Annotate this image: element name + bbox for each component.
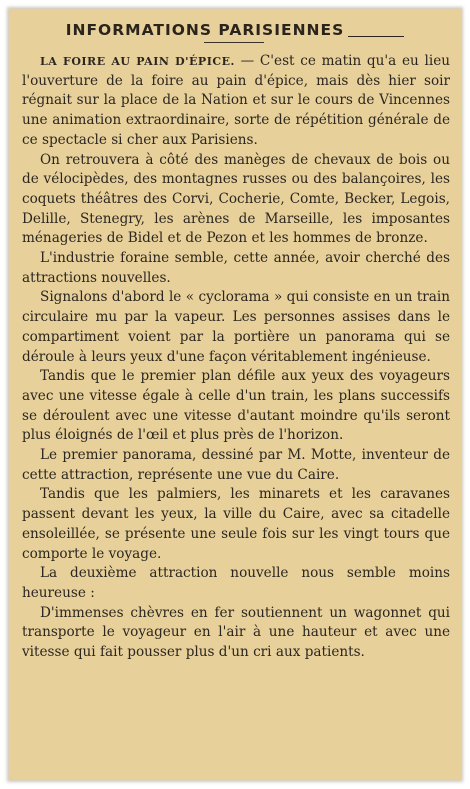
paragraph-7: Tandis que les palmiers, les minarets et les caravanes passent devant les yeux, la ville du Caire, avec sa citadelle ensoleillée, se présente une seule fois sur les vingt tours que comporte le voyage. [22,486,450,562]
paragraph-8: La deuxième attraction nouvelle nous semble moins heureuse : [22,565,450,601]
header-rule [348,36,404,37]
article-body [22,52,450,663]
newspaper-clipping [9,9,461,780]
paragraph-9: D'immenses chèvres en fer soutiennent un wagonnet qui transporte le voyageur en l'air à une hauteur et avec une vitesse qui fait pousser plus d'un cri aux patients. [22,604,450,661]
paragraph-5: Tandis que le premier plan défile aux yeux des voyageurs avec une vitesse égale à celle d'un train, les plans successifs se déroulent avec une vitesse d'autant moindre qu'ils seront plus éloignés de l'œil et plus près de l'horizon. [22,368,450,444]
paragraph-6: Le premier panorama, dessiné par M. Motte, inventeur de cette attraction, représente une vue du Caire. [22,447,450,483]
article-lead: LA FOIRE AU PAIN D'ÉPICE. [40,55,235,68]
section-header [9,21,461,39]
paragraph-4: Signalons d'abord le « cyclorama » qui consiste en un train circulaire mu par la vapeur. Les personnes assises dans le compartiment voient par la portière un panorama qui se déroule à leurs yeux d'une façon véritablement ingénieuse. [22,289,450,365]
paragraph-2: On retrouvera à côté des manèges de chevaux de bois ou de vélocipèdes, des montagnes russes ou des balançoires, les coquets théâtres des Corvi, Cocherie, Comte, Becker, Legois, Delille, Stenegry, les arènes de Marseille, les imposantes ménageries de Bidel et de Pezon et les hommes de bronze. [22,151,450,247]
paragraph-3: L'industrie foraine semble, cette année, avoir cherché des attractions nouvelles. [22,250,450,286]
section-title: INFORMATIONS PARISIENNES [65,21,345,39]
title-divider [204,42,264,43]
paragraph-1-text: — C'est ce matin qu'a eu lieu l'ouverture de la foire au pain d'épice, mais dès hier soir régnait sur la place de la Nation et sur le cours de Vincennes une animation extraordinaire, sorte de répétition générale de ce spectacle si cher aux Parisiens. [22,53,450,148]
paragraph-1 [22,52,450,151]
